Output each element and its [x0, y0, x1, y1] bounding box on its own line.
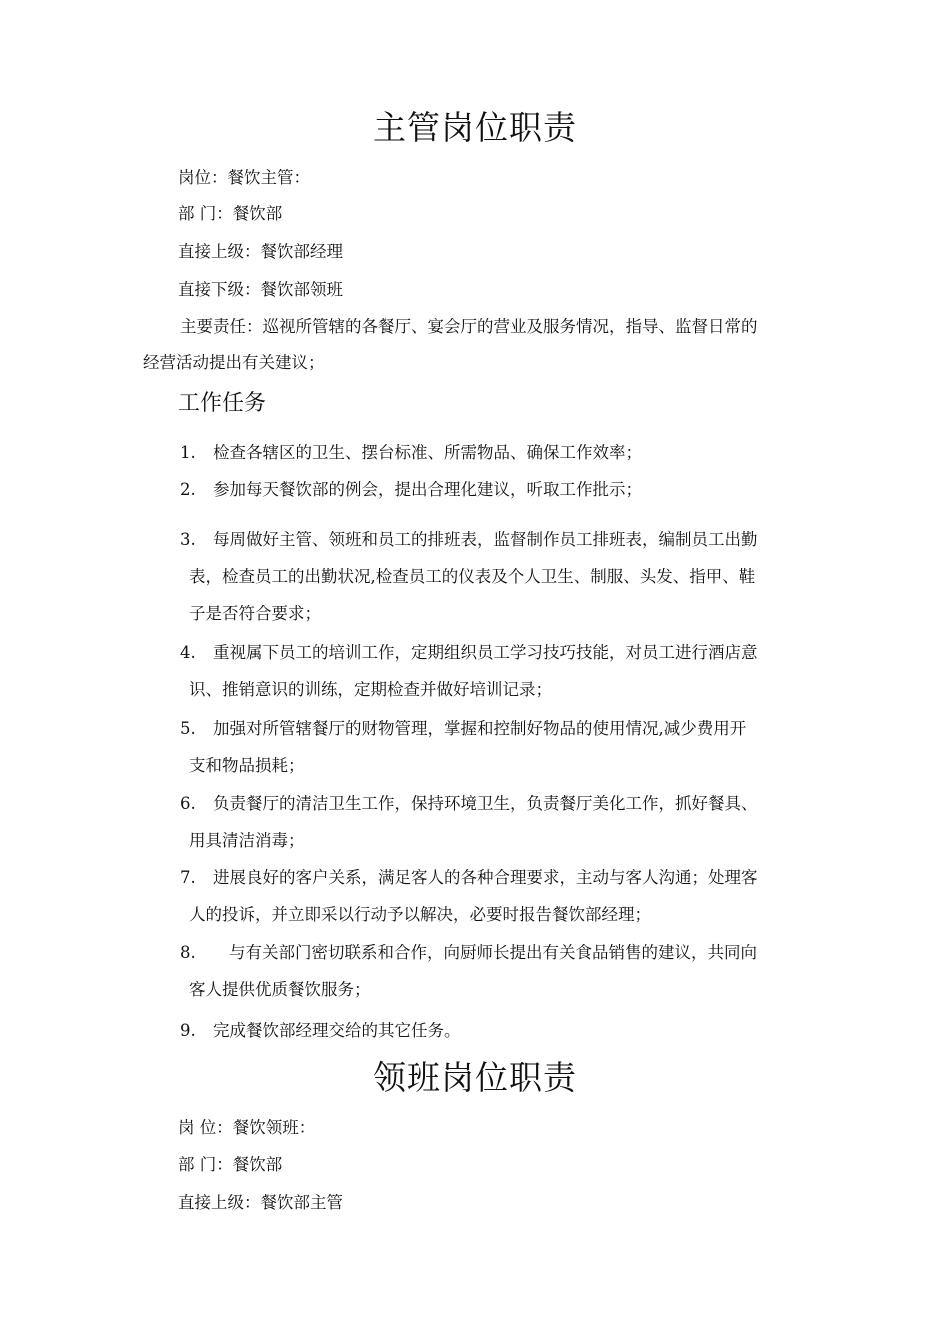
info-department: 部 门：餐饮部 [178, 204, 283, 223]
task-text: 与有关部门密切联系和合作，向厨师长提出有关食品销售的建议，共同向 [229, 943, 757, 962]
task-text: 检查各辖区的卫生、摆台标准、所需物品、确保工作效率； [213, 443, 642, 462]
task-text: 子是否符合要求； [189, 604, 321, 623]
task-number: 4. [180, 643, 196, 662]
task-text: 重视属下员工的培训工作，定期组织员工学习技巧技能，对员工进行酒店意 [213, 643, 758, 662]
main-duty-line-2: 经营活动提出有关建议； [143, 353, 325, 372]
main-duty-line-1: 主要责任：巡视所管辖的各餐厅、宴会厅的营业及服务情况，指导、监督日常的 [180, 317, 758, 336]
task-text: 支和物品损耗； [189, 756, 305, 775]
task-text: 进展良好的客户关系，满足客人的各种合理要求，主动与客人沟通；处理客 [213, 868, 758, 887]
section-title-supervisor: 主管岗位职责 [373, 108, 577, 147]
task-text: 参加每天餐饮部的例会，提出合理化建议，听取工作批示； [213, 480, 642, 499]
info-position: 岗位：餐饮主管： [178, 168, 310, 187]
info-direct-superior: 直接上级：餐饮部主管 [178, 1193, 343, 1212]
task-number: 7. [180, 868, 196, 887]
tasks-heading: 工作任务 [178, 391, 267, 416]
task-number: 6. [180, 794, 196, 813]
info-position: 岗 位：餐饮领班： [178, 1118, 316, 1137]
task-text: 客人提供优质餐饮服务； [189, 980, 371, 999]
task-number: 5. [180, 719, 196, 738]
task-text: 负责餐厅的清洁卫生工作，保持环境卫生，负责餐厅美化工作，抓好餐具、 [213, 794, 758, 813]
task-number: 3. [180, 530, 196, 549]
task-number: 1. [180, 443, 196, 462]
task-text: 识、推销意识的训练，定期检查并做好培训记录； [189, 680, 552, 699]
task-number: 2. [180, 480, 196, 499]
task-number: 8. [180, 943, 196, 962]
task-text: 完成餐饮部经理交给的其它任务。 [213, 1021, 461, 1040]
task-text: 表，检查员工的出勤状况,检查员工的仪表及个人卫生、制服、头发、指甲、鞋 [189, 567, 756, 586]
task-number: 9. [180, 1021, 196, 1040]
info-department: 部 门：餐饮部 [178, 1155, 283, 1174]
info-direct-subordinate: 直接下级：餐饮部领班 [178, 280, 343, 299]
task-text: 加强对所管辖餐厅的财物管理，掌握和控制好物品的使用情况,减少费用开 [213, 719, 747, 738]
task-text: 用具清洁消毒； [189, 831, 305, 850]
task-text: 每周做好主管、领班和员工的排班表，监督制作员工排班表，编制员工出勤 [213, 530, 758, 549]
section-title-team-leader: 领班岗位职责 [373, 1058, 577, 1097]
info-direct-superior: 直接上级：餐饮部经理 [178, 242, 343, 261]
task-text: 人的投诉，并立即采以行动予以解决，必要时报告餐饮部经理； [189, 905, 651, 924]
